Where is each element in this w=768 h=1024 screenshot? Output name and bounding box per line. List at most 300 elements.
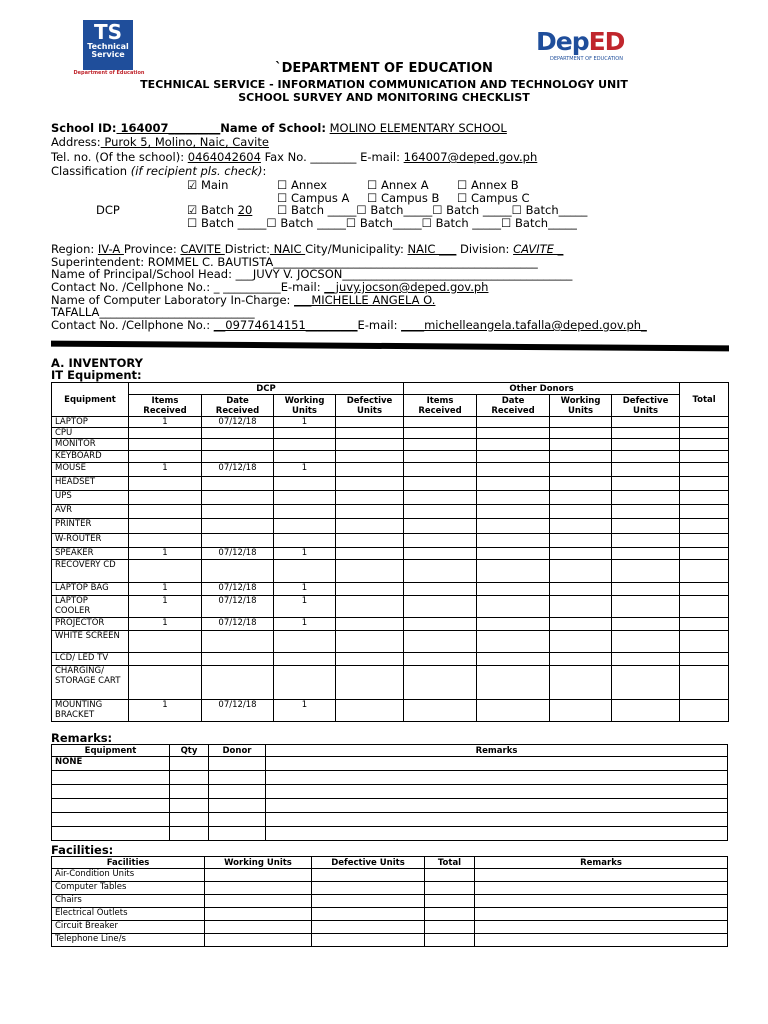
empty-cell[interactable] [612, 596, 680, 618]
remarks-cell[interactable] [170, 827, 209, 841]
page-title: `DEPARTMENT OF EDUCATION [275, 61, 493, 76]
empty-cell[interactable] [404, 666, 477, 700]
equipment-cell[interactable]: W-ROUTER [52, 534, 129, 548]
date-received-cell[interactable]: 07/12/18 [202, 417, 274, 428]
empty-cell[interactable] [336, 439, 404, 451]
empty-cell[interactable] [550, 519, 612, 534]
empty-cell[interactable] [680, 631, 729, 653]
empty-cell[interactable] [680, 439, 729, 451]
facility-cell[interactable] [475, 908, 728, 921]
superintendent-value: ROMMEL C. BAUTISTA______________________________________________ [147, 255, 538, 269]
items-received-cell[interactable]: 1 [129, 583, 202, 596]
date-received-cell[interactable] [202, 451, 274, 463]
date-received-cell[interactable]: 07/12/18 [202, 463, 274, 477]
empty-cell[interactable] [477, 700, 550, 722]
remarks-cell[interactable] [266, 799, 728, 813]
empty-cell[interactable] [404, 505, 477, 519]
equipment-cell[interactable]: LCD/ LED TV [52, 653, 129, 666]
principal-label: Name of Principal/School Head: [51, 267, 236, 281]
empty-cell[interactable] [336, 548, 404, 560]
remarks-cell[interactable] [209, 799, 266, 813]
header-working-units: Working Units [274, 395, 336, 417]
empty-cell[interactable] [680, 534, 729, 548]
facilities-header-defective: Defective Units [312, 857, 425, 869]
region-line [51, 242, 563, 256]
empty-cell[interactable] [550, 560, 612, 583]
facilities-header-facilities: Facilities [52, 857, 205, 869]
facility-cell[interactable] [312, 934, 425, 947]
remarks-cell[interactable] [266, 813, 728, 827]
date-received-cell[interactable] [202, 491, 274, 505]
working-units-cell[interactable]: 1 [274, 596, 336, 618]
items-received-cell[interactable]: 1 [129, 618, 202, 631]
empty-cell[interactable] [550, 534, 612, 548]
date-received-cell[interactable] [202, 439, 274, 451]
empty-cell[interactable] [404, 428, 477, 439]
empty-cell[interactable] [550, 548, 612, 560]
empty-cell[interactable] [680, 653, 729, 666]
header-defective-units-other: Defective Units [612, 395, 680, 417]
checkbox-main[interactable]: ☑ Main [187, 178, 229, 192]
date-received-cell[interactable]: 07/12/18 [202, 596, 274, 618]
empty-cell[interactable] [612, 491, 680, 505]
empty-cell[interactable] [612, 548, 680, 560]
items-received-cell[interactable]: 1 [129, 417, 202, 428]
equipment-cell[interactable]: LAPTOP [52, 417, 129, 428]
remarks-cell[interactable] [170, 799, 209, 813]
empty-cell[interactable] [477, 505, 550, 519]
items-received-cell[interactable] [129, 439, 202, 451]
empty-cell[interactable] [477, 417, 550, 428]
empty-cell[interactable] [680, 417, 729, 428]
empty-cell[interactable] [550, 596, 612, 618]
equipment-cell[interactable]: RECOVERY CD [52, 560, 129, 583]
remarks-equipment-cell[interactable]: NONE [52, 757, 170, 771]
date-received-cell[interactable]: 07/12/18 [202, 583, 274, 596]
facility-cell[interactable] [205, 921, 312, 934]
facility-name-cell[interactable]: Circuit Breaker [52, 921, 205, 934]
deped-logo-caption: DEPARTMENT OF EDUCATION [550, 56, 623, 62]
tel-label: Tel. no. (Of the school): [51, 150, 185, 164]
working-units-cell[interactable] [274, 653, 336, 666]
remarks-row [52, 827, 728, 841]
remarks-row [52, 813, 728, 827]
empty-cell[interactable] [477, 534, 550, 548]
empty-cell[interactable] [477, 618, 550, 631]
date-received-cell[interactable] [202, 519, 274, 534]
remarks-cell[interactable] [170, 813, 209, 827]
date-received-cell[interactable] [202, 560, 274, 583]
empty-cell[interactable] [550, 477, 612, 491]
facility-name-cell[interactable]: Computer Tables [52, 882, 205, 895]
empty-cell[interactable] [612, 505, 680, 519]
empty-cell[interactable] [404, 451, 477, 463]
empty-cell[interactable] [612, 618, 680, 631]
facility-cell[interactable] [475, 882, 728, 895]
empty-cell[interactable] [336, 596, 404, 618]
remarks-cell[interactable] [209, 771, 266, 785]
region-value: IV-A [97, 242, 124, 256]
district-value: NAIC [269, 242, 306, 256]
facility-name-cell[interactable]: Air-Condition Units [52, 869, 205, 882]
empty-cell[interactable] [336, 653, 404, 666]
equipment-cell[interactable]: PRINTER [52, 519, 129, 534]
items-received-cell[interactable] [129, 534, 202, 548]
header-defective-units: Defective Units [336, 395, 404, 417]
empty-cell[interactable] [680, 700, 729, 722]
checkbox-campus-b[interactable]: ☐ Campus B [367, 191, 440, 205]
empty-cell[interactable] [680, 463, 729, 477]
facility-cell[interactable] [425, 908, 475, 921]
remarks-title: Remarks: [51, 731, 113, 745]
ts-logo-caption: Department of Education [73, 70, 145, 76]
empty-cell[interactable] [477, 666, 550, 700]
empty-cell[interactable] [477, 583, 550, 596]
empty-cell[interactable] [477, 560, 550, 583]
checkbox-campus-c[interactable]: ☐ Campus C [457, 191, 530, 205]
empty-cell[interactable] [612, 583, 680, 596]
working-units-cell[interactable] [274, 428, 336, 439]
working-units-cell[interactable] [274, 439, 336, 451]
principal-line [51, 267, 572, 281]
empty-cell[interactable] [336, 666, 404, 700]
checkbox-batch-row1[interactable]: ☐ Batch _____☐ Batch_____☐ Batch _____☐ Batch_____ [277, 203, 588, 217]
checkbox-annex-b[interactable]: ☐ Annex B [457, 178, 519, 192]
items-received-cell[interactable] [129, 560, 202, 583]
items-received-cell[interactable] [129, 477, 202, 491]
empty-cell[interactable] [680, 519, 729, 534]
working-units-cell[interactable]: 1 [274, 583, 336, 596]
empty-cell[interactable] [477, 653, 550, 666]
facility-cell[interactable] [425, 869, 475, 882]
equipment-cell[interactable]: UPS [52, 491, 129, 505]
empty-cell[interactable] [336, 505, 404, 519]
classification-line [51, 164, 266, 178]
facility-cell[interactable] [425, 934, 475, 947]
working-units-cell[interactable] [274, 560, 336, 583]
division-label: Division: [459, 242, 514, 256]
empty-cell[interactable] [612, 451, 680, 463]
remarks-cell[interactable] [266, 757, 728, 771]
items-received-cell[interactable] [129, 653, 202, 666]
items-received-cell[interactable] [129, 631, 202, 653]
remarks-cell[interactable] [209, 813, 266, 827]
items-received-cell[interactable]: 1 [129, 463, 202, 477]
working-units-cell[interactable] [274, 666, 336, 700]
table-row [52, 583, 729, 596]
empty-cell[interactable] [404, 463, 477, 477]
remarks-cell[interactable] [209, 827, 266, 841]
empty-cell[interactable] [612, 700, 680, 722]
remarks-header-remarks: Remarks [266, 745, 728, 757]
facility-cell[interactable] [205, 882, 312, 895]
remarks-equipment-cell[interactable] [52, 813, 170, 827]
remarks-equipment-cell[interactable] [52, 785, 170, 799]
empty-cell[interactable] [336, 534, 404, 548]
facility-cell[interactable] [475, 921, 728, 934]
equipment-cell[interactable]: MOUSE [52, 463, 129, 477]
empty-cell[interactable] [404, 491, 477, 505]
equipment-cell[interactable]: CPU [52, 428, 129, 439]
checkbox-annex-a[interactable]: ☐ Annex A [367, 178, 429, 192]
working-units-cell[interactable]: 1 [274, 417, 336, 428]
header-date-received: Date Received [202, 395, 274, 417]
date-received-cell[interactable] [202, 631, 274, 653]
empty-cell[interactable] [404, 596, 477, 618]
empty-cell[interactable] [477, 631, 550, 653]
date-received-cell[interactable] [202, 428, 274, 439]
remarks-cell[interactable] [209, 757, 266, 771]
region-label: Region: [51, 242, 98, 256]
empty-cell[interactable] [336, 519, 404, 534]
empty-cell[interactable] [680, 505, 729, 519]
empty-cell[interactable] [336, 700, 404, 722]
facility-name-cell[interactable]: Telephone Line/s [52, 934, 205, 947]
lab-incharge-value2: TAFALLA___________________________ [51, 305, 255, 319]
equipment-cell[interactable]: AVR [52, 505, 129, 519]
working-units-cell[interactable]: 1 [274, 548, 336, 560]
table-row [52, 548, 729, 560]
facility-cell[interactable] [425, 921, 475, 934]
table-row [52, 451, 729, 463]
superintendent-label: Superintendent: [51, 255, 148, 269]
empty-cell[interactable] [550, 463, 612, 477]
equipment-cell[interactable]: PROJECTOR [52, 618, 129, 631]
fax-label: Fax No. ________ [264, 150, 357, 164]
facility-cell[interactable] [205, 895, 312, 908]
equipment-cell[interactable]: LAPTOP BAG [52, 583, 129, 596]
school-name-label: Name of School: [220, 121, 326, 135]
empty-cell[interactable] [477, 548, 550, 560]
empty-cell[interactable] [680, 451, 729, 463]
checkbox-annex[interactable]: ☐ Annex [277, 178, 328, 192]
facilities-header-working: Working Units [205, 857, 312, 869]
empty-cell[interactable] [404, 519, 477, 534]
items-received-cell[interactable] [129, 666, 202, 700]
empty-cell[interactable] [477, 428, 550, 439]
empty-cell[interactable] [680, 583, 729, 596]
facility-cell[interactable] [475, 934, 728, 947]
date-received-cell[interactable]: 07/12/18 [202, 548, 274, 560]
working-units-cell[interactable] [274, 491, 336, 505]
equipment-cell[interactable]: LAPTOP COOLER [52, 596, 129, 618]
checkbox-batch-row2[interactable]: ☐ Batch _____☐ Batch _____☐ Batch_____☐ Batch _____☐ Batch_____ [187, 216, 577, 230]
items-received-cell[interactable]: 1 [129, 548, 202, 560]
facility-name-cell[interactable]: Electrical Outlets [52, 908, 205, 921]
empty-cell[interactable] [404, 417, 477, 428]
empty-cell[interactable] [477, 439, 550, 451]
empty-cell[interactable] [680, 596, 729, 618]
empty-cell[interactable] [404, 534, 477, 548]
empty-cell[interactable] [612, 666, 680, 700]
empty-cell[interactable] [550, 700, 612, 722]
checkbox-campus-a[interactable]: ☐ Campus A [277, 191, 350, 205]
empty-cell[interactable] [404, 548, 477, 560]
empty-cell[interactable] [336, 428, 404, 439]
header-other-donors: Other Donors [404, 383, 680, 395]
working-units-cell[interactable]: 1 [274, 700, 336, 722]
date-received-cell[interactable] [202, 505, 274, 519]
facility-cell[interactable] [425, 882, 475, 895]
date-received-cell[interactable]: 07/12/18 [202, 700, 274, 722]
facility-cell[interactable] [312, 908, 425, 921]
empty-cell[interactable] [336, 463, 404, 477]
remarks-cell[interactable] [266, 771, 728, 785]
items-received-cell[interactable]: 1 [129, 596, 202, 618]
facility-cell[interactable] [312, 895, 425, 908]
facility-name-cell[interactable]: Chairs [52, 895, 205, 908]
remarks-equipment-cell[interactable] [52, 771, 170, 785]
it-equipment-title: IT Equipment: [51, 368, 142, 382]
deped-logo-word: DepED [536, 27, 625, 56]
empty-cell[interactable] [336, 491, 404, 505]
empty-cell[interactable] [336, 451, 404, 463]
working-units-cell[interactable]: 1 [274, 463, 336, 477]
deped-logo [536, 28, 640, 62]
table-row [52, 463, 729, 477]
empty-cell[interactable] [612, 463, 680, 477]
date-received-cell[interactable] [202, 666, 274, 700]
working-units-cell[interactable] [274, 477, 336, 491]
items-received-cell[interactable] [129, 428, 202, 439]
empty-cell[interactable] [336, 583, 404, 596]
empty-cell[interactable] [680, 666, 729, 700]
empty-cell[interactable] [680, 548, 729, 560]
working-units-cell[interactable] [274, 451, 336, 463]
date-received-cell[interactable] [202, 477, 274, 491]
remarks-equipment-cell[interactable] [52, 827, 170, 841]
checkbox-batch-20[interactable] [187, 203, 252, 217]
empty-cell[interactable] [680, 560, 729, 583]
empty-cell[interactable] [550, 428, 612, 439]
items-received-cell[interactable]: 1 [129, 700, 202, 722]
empty-cell[interactable] [612, 477, 680, 491]
working-units-cell[interactable]: 1 [274, 618, 336, 631]
empty-cell[interactable] [336, 417, 404, 428]
address-label: Address: [51, 135, 101, 149]
empty-cell[interactable] [612, 534, 680, 548]
empty-cell[interactable] [680, 618, 729, 631]
empty-cell[interactable] [477, 596, 550, 618]
empty-cell[interactable] [550, 417, 612, 428]
empty-cell[interactable] [404, 477, 477, 491]
empty-cell[interactable] [612, 428, 680, 439]
empty-cell[interactable] [550, 583, 612, 596]
facility-cell[interactable] [475, 869, 728, 882]
facility-cell[interactable] [425, 895, 475, 908]
items-received-cell[interactable] [129, 451, 202, 463]
empty-cell[interactable] [550, 618, 612, 631]
empty-cell[interactable] [550, 505, 612, 519]
empty-cell[interactable] [336, 477, 404, 491]
empty-cell[interactable] [336, 560, 404, 583]
ts-logo-line1: Technical [87, 42, 129, 51]
working-units-cell[interactable] [274, 519, 336, 534]
empty-cell[interactable] [680, 477, 729, 491]
facility-cell[interactable] [312, 921, 425, 934]
working-units-cell[interactable] [274, 631, 336, 653]
facility-cell[interactable] [312, 882, 425, 895]
items-received-cell[interactable] [129, 505, 202, 519]
empty-cell[interactable] [550, 631, 612, 653]
facility-cell[interactable] [205, 908, 312, 921]
remarks-header-qty: Qty [170, 745, 209, 757]
working-units-cell[interactable] [274, 505, 336, 519]
facility-cell[interactable] [205, 934, 312, 947]
empty-cell[interactable] [404, 700, 477, 722]
empty-cell[interactable] [404, 618, 477, 631]
equipment-cell[interactable]: SPEAKER [52, 548, 129, 560]
equipment-cell[interactable]: HEADSET [52, 477, 129, 491]
equipment-cell[interactable]: CHARGING/ STORAGE CART [52, 666, 129, 700]
empty-cell[interactable] [550, 439, 612, 451]
remarks-cell[interactable] [266, 785, 728, 799]
header-dcp: DCP [129, 383, 404, 395]
empty-cell[interactable] [477, 477, 550, 491]
remarks-cell[interactable] [170, 771, 209, 785]
date-received-cell[interactable] [202, 653, 274, 666]
remarks-cell[interactable] [170, 785, 209, 799]
remarks-cell[interactable] [266, 827, 728, 841]
empty-cell[interactable] [404, 653, 477, 666]
empty-cell[interactable] [404, 560, 477, 583]
empty-cell[interactable] [404, 583, 477, 596]
remarks-row [52, 799, 728, 813]
equipment-cell[interactable]: KEYBOARD [52, 451, 129, 463]
facility-cell[interactable] [475, 895, 728, 908]
empty-cell[interactable] [404, 439, 477, 451]
remarks-equipment-cell[interactable] [52, 799, 170, 813]
facility-cell[interactable] [312, 869, 425, 882]
address-value: Purok 5, Molino, Naic, Cavite [100, 135, 269, 149]
city-value: NAIC ___ [407, 242, 457, 256]
ts-logo-line2: Service [91, 50, 125, 59]
header-equipment: Equipment [52, 383, 129, 417]
empty-cell[interactable] [612, 560, 680, 583]
empty-cell[interactable] [550, 653, 612, 666]
working-units-cell[interactable] [274, 534, 336, 548]
remarks-cell[interactable] [209, 785, 266, 799]
equipment-cell[interactable]: MOUNTING BRACKET [52, 700, 129, 722]
empty-cell[interactable] [550, 666, 612, 700]
remarks-cell[interactable] [170, 757, 209, 771]
equipment-cell[interactable]: WHITE SCREEN [52, 631, 129, 653]
empty-cell[interactable] [612, 417, 680, 428]
empty-cell[interactable] [336, 631, 404, 653]
empty-cell[interactable] [680, 428, 729, 439]
empty-cell[interactable] [477, 519, 550, 534]
empty-cell[interactable] [477, 463, 550, 477]
items-received-cell[interactable] [129, 519, 202, 534]
empty-cell[interactable] [680, 491, 729, 505]
empty-cell[interactable] [612, 439, 680, 451]
empty-cell[interactable] [612, 631, 680, 653]
empty-cell[interactable] [477, 491, 550, 505]
empty-cell[interactable] [612, 519, 680, 534]
empty-cell[interactable] [550, 451, 612, 463]
contact1-label: Contact No. /Cellphone No.: [51, 280, 214, 294]
empty-cell[interactable] [336, 618, 404, 631]
date-received-cell[interactable]: 07/12/18 [202, 618, 274, 631]
facility-cell[interactable] [205, 869, 312, 882]
items-received-cell[interactable] [129, 491, 202, 505]
date-received-cell[interactable] [202, 534, 274, 548]
empty-cell[interactable] [477, 451, 550, 463]
empty-cell[interactable] [612, 653, 680, 666]
empty-cell[interactable] [550, 491, 612, 505]
empty-cell[interactable] [404, 631, 477, 653]
equipment-cell[interactable]: MONITOR [52, 439, 129, 451]
